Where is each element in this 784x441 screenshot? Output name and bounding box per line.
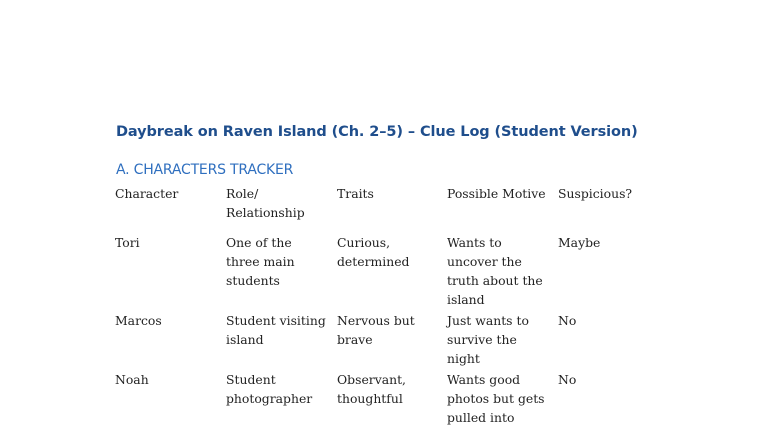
cell-traits: Curious, determined xyxy=(337,235,410,269)
cell-role: One of the three main students xyxy=(226,235,295,288)
cell-character: Tori xyxy=(115,235,140,250)
cell-suspicious: No xyxy=(558,372,577,387)
table-header-row xyxy=(113,182,656,231)
cell-motive: Just wants to survive the night xyxy=(447,313,529,366)
cell-role: Student visiting island xyxy=(226,313,326,347)
section-heading-characters-tracker: A. CHARACTERS TRACKER xyxy=(116,162,294,178)
cell-role: Student photographer xyxy=(226,372,313,406)
cell-character: Noah xyxy=(115,372,149,387)
column-header-suspicious: Suspicious? xyxy=(558,186,633,201)
document-title: Daybreak on Raven Island (Ch. 2–5) – Clue Log (Student Version) xyxy=(116,124,638,140)
cell-suspicious: No xyxy=(558,313,577,328)
characters-tracker-table xyxy=(113,182,656,430)
cell-traits: Nervous but brave xyxy=(337,313,415,347)
cell-motive: Wants good photos but gets pulled into xyxy=(447,372,545,425)
column-header-traits: Traits xyxy=(337,186,374,201)
table-row-noah xyxy=(113,368,656,430)
cell-suspicious: Maybe xyxy=(558,235,601,250)
table-row-marcos xyxy=(113,309,656,368)
table-row-tori xyxy=(113,231,656,309)
cell-traits: Observant, thoughtful xyxy=(337,372,406,406)
column-header-character: Character xyxy=(115,186,179,201)
column-header-role-relationship: Role/ Relationship xyxy=(226,186,305,220)
column-header-possible-motive: Possible Motive xyxy=(447,186,546,201)
cell-character: Marcos xyxy=(115,313,162,328)
cell-motive: Wants to uncover the truth about the island xyxy=(447,235,543,307)
